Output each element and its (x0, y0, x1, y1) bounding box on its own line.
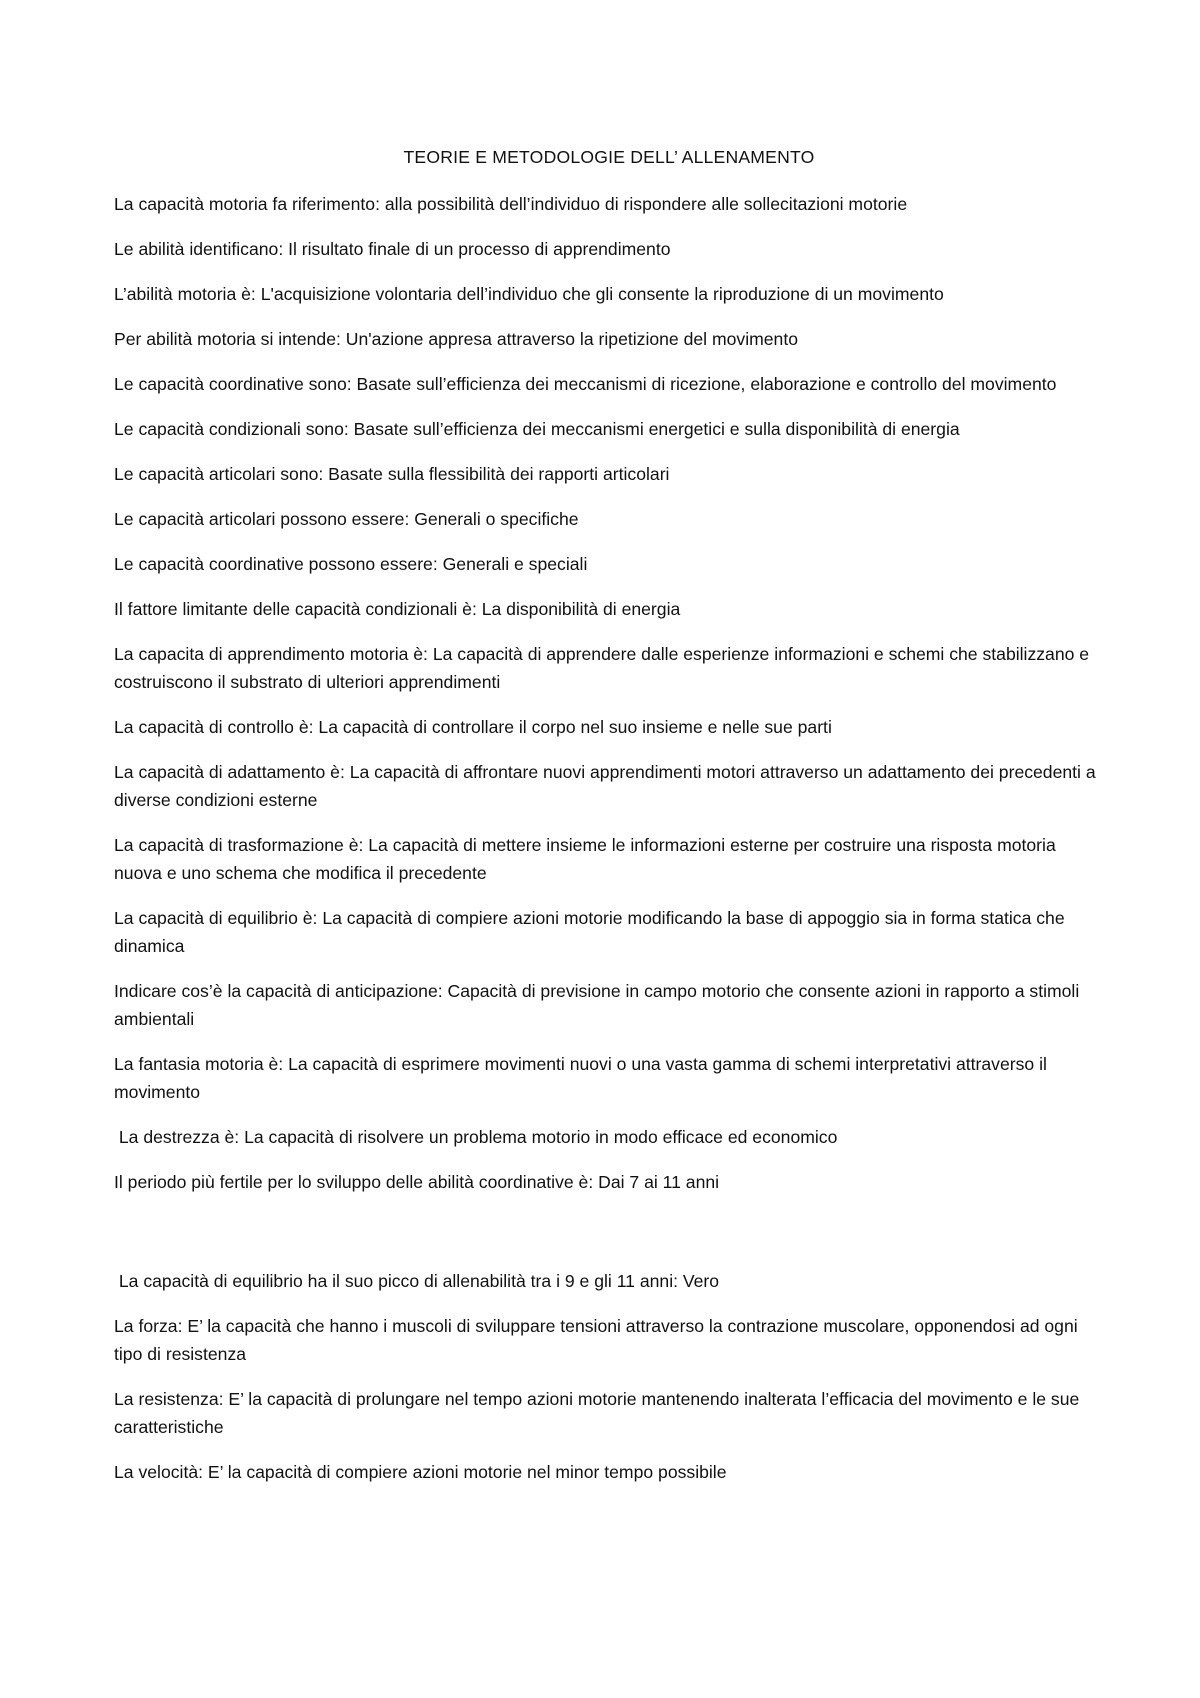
paragraph: Le capacità articolari possono essere: Generali o specifiche (114, 509, 579, 529)
paragraph: La resistenza: E’ la capacità di prolungare nel tempo azioni motorie mantenendo inalterata l’efficacia del movimento e le sue caratteristiche (114, 1389, 1080, 1437)
paragraph: La fantasia motoria è: La capacità di esprimere movimenti nuovi o una vasta gamma di schemi interpretativi attraverso il movimento (114, 1054, 1047, 1102)
paragraph: La capacità di controllo è: La capacità di controllare il corpo nel suo insieme e nelle sue parti (114, 717, 832, 737)
paragraph: Le capacità condizionali sono: Basate sull’efficienza dei meccanismi energetici e sulla disponibilità di energia (114, 419, 960, 439)
paragraph: La capacità di equilibrio ha il suo picco di allenabilità tra i 9 e gli 11 anni: Vero (114, 1271, 720, 1291)
paragraph: Il fattore limitante delle capacità condizionali è: La disponibilità di energia (114, 599, 681, 619)
paragraph: La capacità di equilibrio è: La capacità di compiere azioni motorie modificando la base di appoggio sia in forma statica che dinamica (114, 908, 1065, 956)
paragraph: La capacita di apprendimento motoria è: La capacità di apprendere dalle esperienze informazioni e schemi che stabilizzano e costruiscono il substrato di ulteriori apprendimenti (114, 644, 1090, 692)
paragraph: Le capacità coordinative possono essere: Generali e speciali (114, 554, 588, 574)
paragraph: La destrezza è: La capacità di risolvere un problema motorio in modo efficace ed economico (114, 1127, 838, 1147)
paragraph: Le abilità identificano: Il risultato finale di un processo di apprendimento (114, 239, 671, 259)
paragraph: La capacità motoria fa riferimento: alla possibilità dell’individuo di rispondere alle sollecitazioni motorie (114, 194, 908, 214)
paragraph: Le capacità articolari sono: Basate sulla flessibilità dei rapporti articolari (114, 464, 670, 484)
paragraph: L’abilità motoria è: L'acquisizione volontaria dell’individuo che gli consente la riproduzione di un movimento (114, 284, 944, 304)
document-body (114, 143, 1104, 1503)
paragraph: La forza: E’ la capacità che hanno i muscoli di sviluppare tensioni attraverso la contrazione muscolare, opponendosi ad ogni tipo di resistenza (114, 1316, 1078, 1364)
paragraph: La capacità di trasformazione è: La capacità di mettere insieme le informazioni esterne per costruire una risposta motoria nuova e uno schema che modifica il precedente (114, 835, 1056, 883)
section-gap (114, 1213, 1104, 1267)
document-title: TEORIE E METODOLOGIE DELL’ ALLENAMENTO (403, 147, 815, 167)
paragraph: Per abilità motoria si intende: Un'azione appresa attraverso la ripetizione del movimento (114, 329, 799, 349)
paragraph: Indicare cos’è la capacità di anticipazione: Capacità di previsione in campo motorio che consente azioni in rapporto a stimoli ambientali (114, 981, 1080, 1029)
paragraph: La capacità di adattamento è: La capacità di affrontare nuovi apprendimenti motori attraverso un adattamento dei precedenti a diverse condizioni esterne (114, 762, 1096, 810)
paragraph: La velocità: E’ la capacità di compiere azioni motorie nel minor tempo possibile (114, 1462, 727, 1482)
paragraph: Il periodo più fertile per lo sviluppo delle abilità coordinative è: Dai 7 ai 11 anni (114, 1172, 720, 1192)
paragraph: Le capacità coordinative sono: Basate sull’efficienza dei meccanismi di ricezione, elaborazione e controllo del movimento (114, 374, 1057, 394)
